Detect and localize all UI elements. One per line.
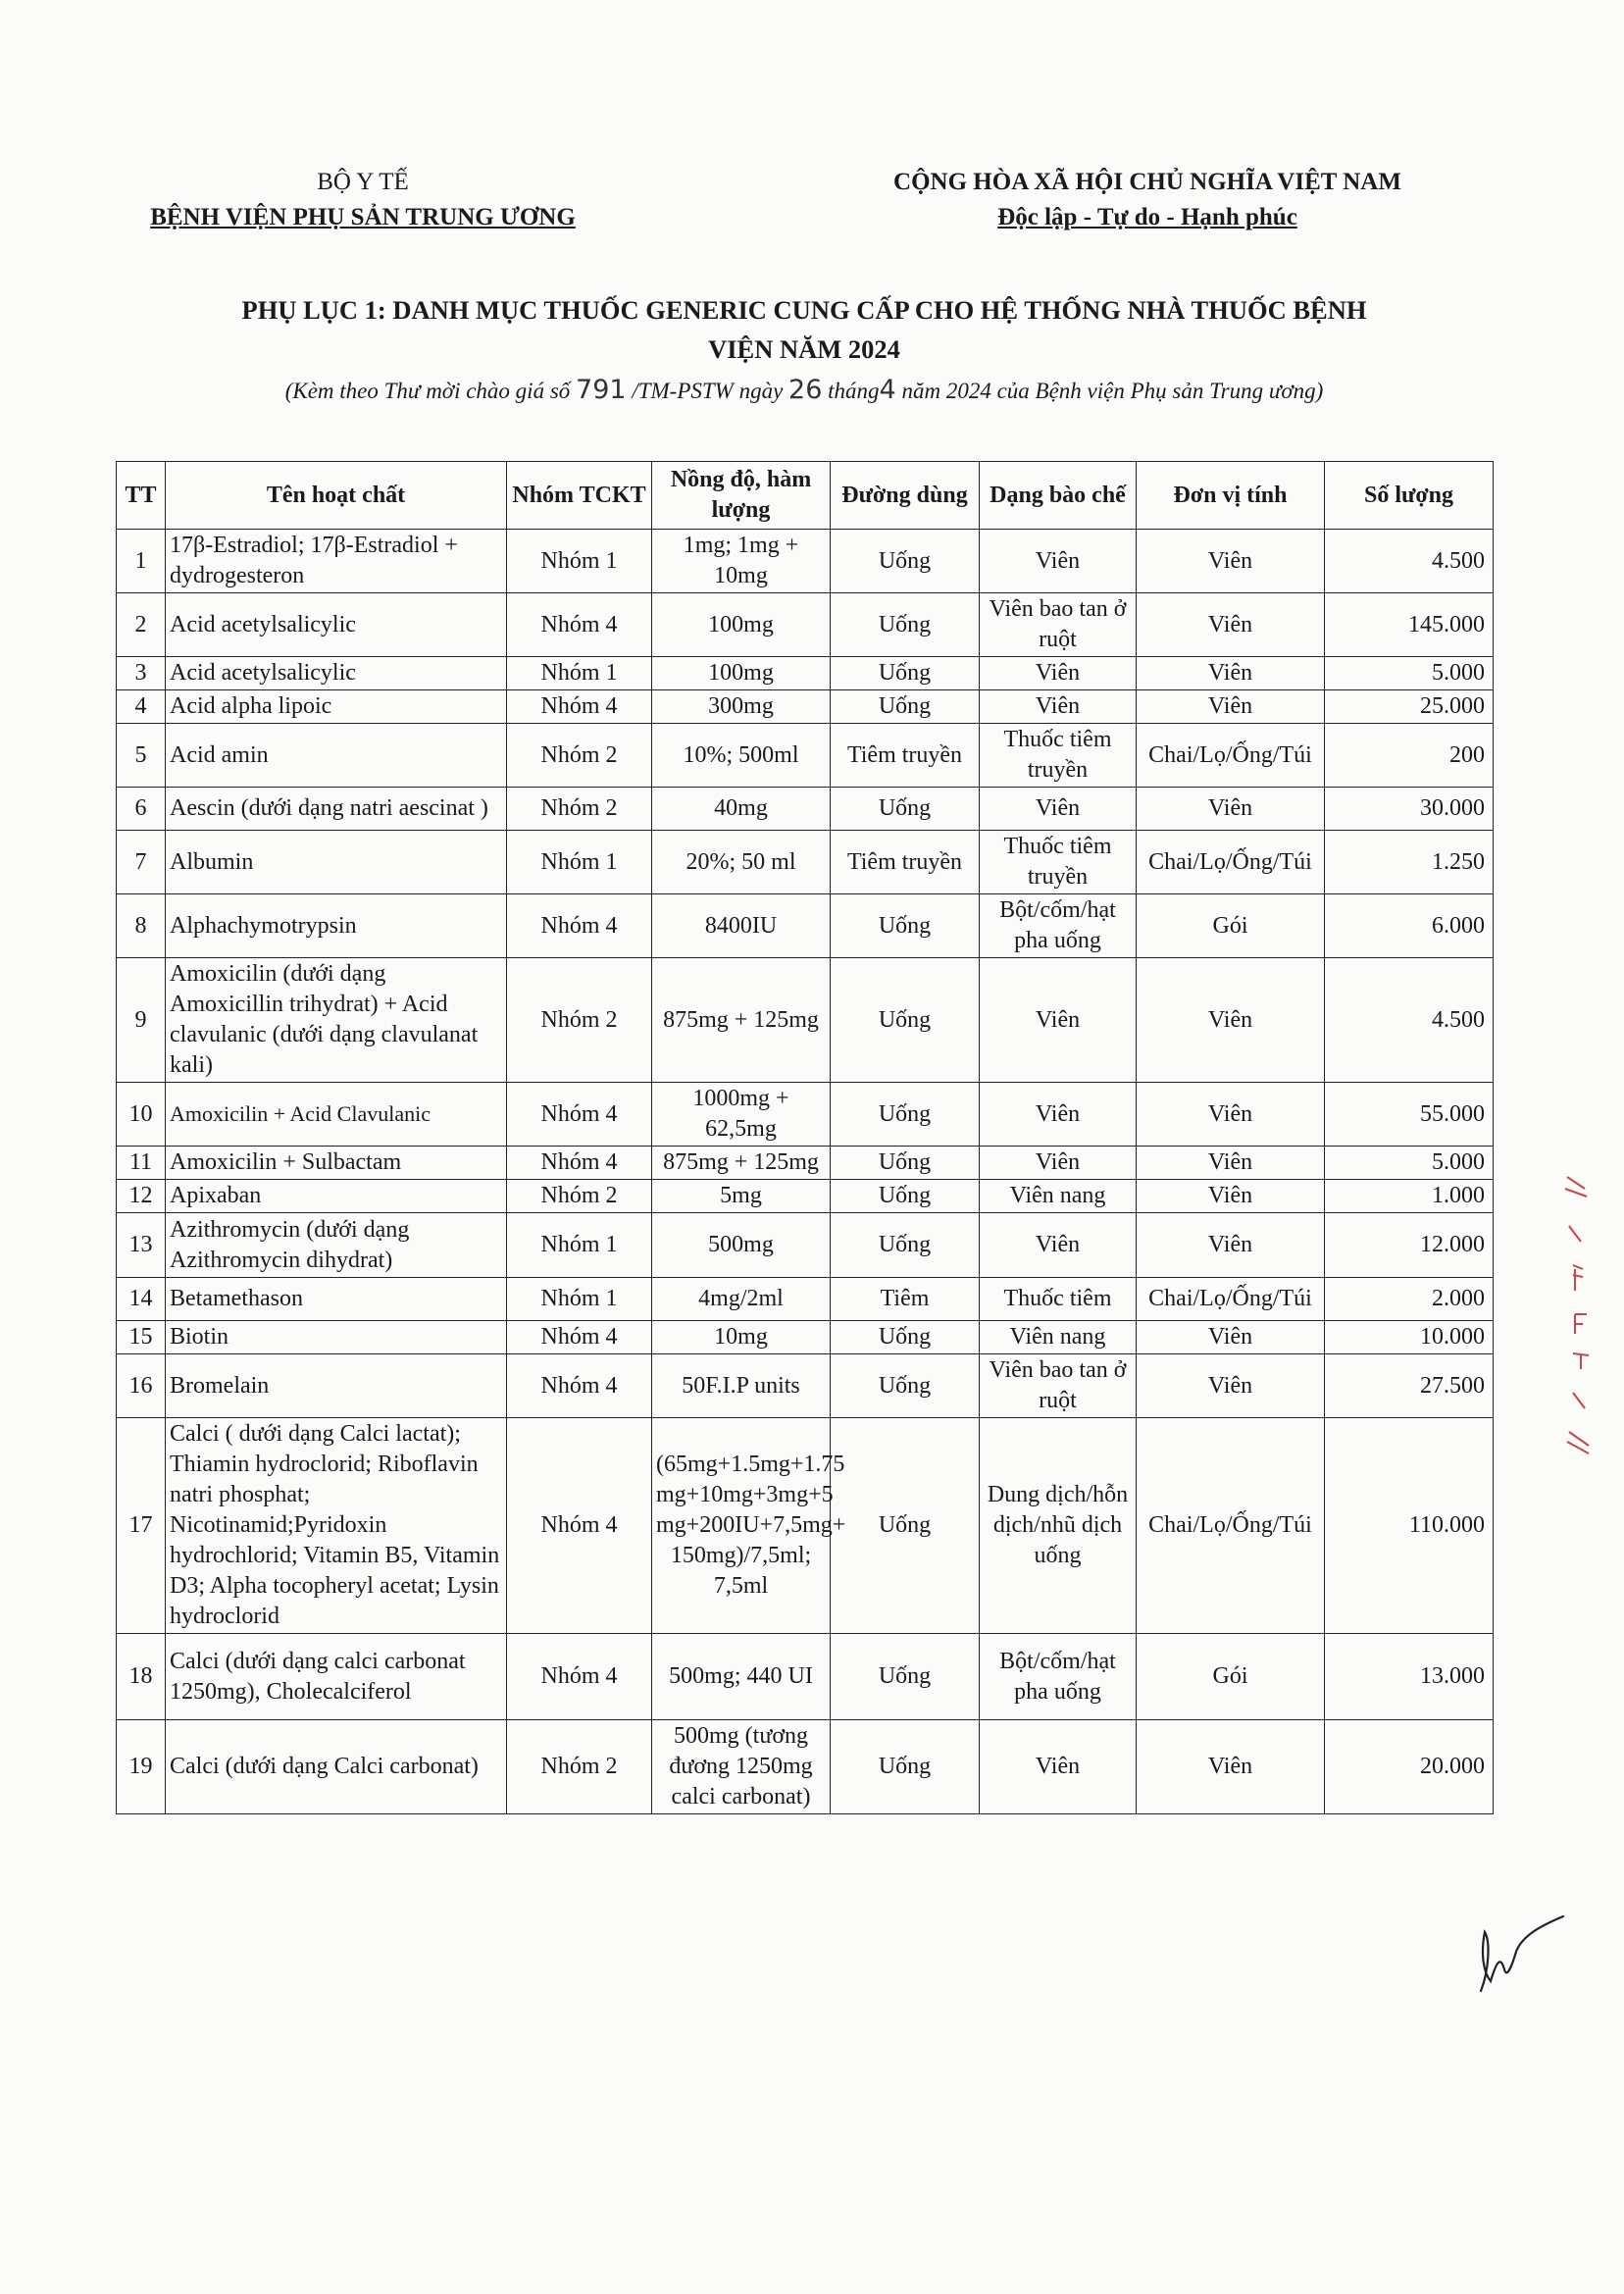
table-row — [117, 724, 1494, 788]
issuer-block — [118, 165, 608, 235]
row-group: Nhóm 4 — [507, 1083, 652, 1147]
row-tt: 11 — [117, 1147, 166, 1180]
row-route: Uống — [831, 1321, 980, 1354]
row-route: Uống — [831, 894, 980, 958]
row-qty: 30.000 — [1325, 788, 1494, 831]
row-name: Bromelain — [166, 1354, 507, 1418]
row-form: Viên — [980, 958, 1137, 1083]
row-group: Nhóm 4 — [507, 1354, 652, 1418]
table-row — [117, 1354, 1494, 1418]
hospital-name: BỆNH VIỆN PHỤ SẢN TRUNG ƯƠNG — [150, 204, 576, 230]
row-dose: 100mg — [652, 657, 831, 690]
row-route: Tiêm — [831, 1278, 980, 1321]
row-name: Betamethason — [166, 1278, 507, 1321]
row-qty: 5.000 — [1325, 657, 1494, 690]
row-route: Uống — [831, 1634, 980, 1720]
row-name: Amoxicilin + Sulbactam — [166, 1147, 507, 1180]
row-name: Amoxicilin + Acid Clavulanic — [166, 1083, 507, 1147]
row-qty: 55.000 — [1325, 1083, 1494, 1147]
table-row — [117, 788, 1494, 831]
row-tt: 8 — [117, 894, 166, 958]
row-dose: 4mg/2ml — [652, 1278, 831, 1321]
row-form: Viên — [980, 1147, 1137, 1180]
row-form: Viên — [980, 788, 1137, 831]
row-group: Nhóm 2 — [507, 958, 652, 1083]
row-unit: Chai/Lọ/Ống/Túi — [1137, 1418, 1325, 1634]
row-dose: 10mg — [652, 1321, 831, 1354]
initials-signature — [1461, 1912, 1569, 2001]
handwritten-day: 26 — [788, 375, 823, 405]
table-row — [117, 831, 1494, 894]
title-line-2: VIỆN NĂM 2024 — [708, 334, 900, 364]
row-dose: 500mg (tương đương 1250mg calci carbonat) — [652, 1720, 831, 1814]
row-name: Calci (dưới dạng Calci carbonat) — [166, 1720, 507, 1814]
row-tt: 19 — [117, 1720, 166, 1814]
row-tt: 17 — [117, 1418, 166, 1634]
row-group: Nhóm 1 — [507, 1278, 652, 1321]
row-form: Viên — [980, 530, 1137, 593]
row-route: Uống — [831, 530, 980, 593]
row-tt: 3 — [117, 657, 166, 690]
handwritten-month: 4 — [879, 375, 896, 405]
row-form: Thuốc tiêm truyền — [980, 831, 1137, 894]
row-unit: Chai/Lọ/Ống/Túi — [1137, 831, 1325, 894]
row-group: Nhóm 4 — [507, 1147, 652, 1180]
row-dose: 300mg — [652, 690, 831, 724]
row-name: Azithromycin (dưới dạng Azithromycin dihydrat) — [166, 1213, 507, 1278]
row-unit: Viên — [1137, 1321, 1325, 1354]
row-dose: 500mg — [652, 1213, 831, 1278]
row-name: Acid acetylsalicylic — [166, 593, 507, 657]
row-form: Viên bao tan ở ruột — [980, 1354, 1137, 1418]
row-form: Viên — [980, 1083, 1137, 1147]
row-route: Uống — [831, 1720, 980, 1814]
subtitle-part-3: tháng — [822, 379, 880, 403]
row-qty: 2.000 — [1325, 1278, 1494, 1321]
handwritten-number: 791 — [576, 375, 627, 405]
table-row — [117, 1213, 1494, 1278]
row-route: Uống — [831, 1354, 980, 1418]
table-row — [117, 1278, 1494, 1321]
row-group: Nhóm 1 — [507, 530, 652, 593]
row-route: Tiêm truyền — [831, 831, 980, 894]
row-tt: 16 — [117, 1354, 166, 1418]
row-name: 17β-Estradiol; 17β-Estradiol + dydrogesteron — [166, 530, 507, 593]
row-dose: (65mg+1.5mg+1.75 mg+10mg+3mg+5 mg+200IU+7,5mg+ 150mg)/7,5ml; 7,5ml — [652, 1418, 831, 1634]
row-form: Viên — [980, 1213, 1137, 1278]
col-header-tt: TT — [117, 462, 166, 530]
row-dose: 1000mg + 62,5mg — [652, 1083, 831, 1147]
row-group: Nhóm 1 — [507, 831, 652, 894]
row-unit: Chai/Lọ/Ống/Túi — [1137, 1278, 1325, 1321]
row-tt: 5 — [117, 724, 166, 788]
row-form: Bột/cốm/hạt pha uống — [980, 894, 1137, 958]
row-name: Calci ( dưới dạng Calci lactat); Thiamin hydroclorid; Riboflavin natri phosphat; Nicotinamid;Pyridoxin hydrochlorid; Vitamin B5, Vitamin D3; Alpha tocopheryl acetat; Lysin hydroclorid — [166, 1418, 507, 1634]
row-tt: 4 — [117, 690, 166, 724]
table-row — [117, 1634, 1494, 1720]
row-tt: 2 — [117, 593, 166, 657]
row-name: Acid alpha lipoic — [166, 690, 507, 724]
row-route: Uống — [831, 690, 980, 724]
table-row — [117, 894, 1494, 958]
row-qty: 6.000 — [1325, 894, 1494, 958]
row-form: Viên — [980, 1720, 1137, 1814]
col-header-route: Đường dùng — [831, 462, 980, 530]
row-group: Nhóm 2 — [507, 788, 652, 831]
row-dose: 875mg + 125mg — [652, 958, 831, 1083]
row-tt: 6 — [117, 788, 166, 831]
table-row — [117, 530, 1494, 593]
row-tt: 9 — [117, 958, 166, 1083]
row-name: Acid acetylsalicylic — [166, 657, 507, 690]
row-form: Viên — [980, 690, 1137, 724]
row-qty: 12.000 — [1325, 1213, 1494, 1278]
row-qty: 13.000 — [1325, 1634, 1494, 1720]
row-qty: 20.000 — [1325, 1720, 1494, 1814]
table-row — [117, 690, 1494, 724]
row-name: Apixaban — [166, 1180, 507, 1213]
row-unit: Viên — [1137, 690, 1325, 724]
row-route: Uống — [831, 788, 980, 831]
table-header-row — [117, 462, 1494, 530]
row-form: Thuốc tiêm — [980, 1278, 1137, 1321]
document-subtitle — [118, 375, 1491, 405]
row-name: Calci (dưới dạng calci carbonat 1250mg), Cholecalciferol — [166, 1634, 507, 1720]
row-qty: 25.000 — [1325, 690, 1494, 724]
title-line-1: PHỤ LỤC 1: DANH MỤC THUỐC GENERIC CUNG CẤP CHO HỆ THỐNG NHÀ THUỐC BỆNH — [241, 295, 1367, 325]
row-dose: 5mg — [652, 1180, 831, 1213]
row-group: Nhóm 4 — [507, 1634, 652, 1720]
row-unit: Viên — [1137, 1720, 1325, 1814]
table-row — [117, 657, 1494, 690]
row-unit: Viên — [1137, 788, 1325, 831]
subtitle-part-4: năm 2024 của Bệnh viện Phụ sản Trung ương) — [895, 379, 1324, 403]
row-route: Uống — [831, 657, 980, 690]
row-dose: 1mg; 1mg + 10mg — [652, 530, 831, 593]
row-route: Uống — [831, 1180, 980, 1213]
row-name: Biotin — [166, 1321, 507, 1354]
row-route: Uống — [831, 1213, 980, 1278]
national-motto-block — [843, 165, 1451, 235]
row-form: Thuốc tiêm truyền — [980, 724, 1137, 788]
row-dose: 875mg + 125mg — [652, 1147, 831, 1180]
row-qty: 145.000 — [1325, 593, 1494, 657]
row-name: Acid amin — [166, 724, 507, 788]
row-unit: Viên — [1137, 1083, 1325, 1147]
row-tt: 7 — [117, 831, 166, 894]
row-unit: Viên — [1137, 593, 1325, 657]
row-dose: 20%; 50 ml — [652, 831, 831, 894]
row-group: Nhóm 4 — [507, 1321, 652, 1354]
row-tt: 14 — [117, 1278, 166, 1321]
row-group: Nhóm 1 — [507, 657, 652, 690]
col-header-dose: Nồng độ, hàm lượng — [652, 462, 831, 530]
row-qty: 4.500 — [1325, 958, 1494, 1083]
row-dose: 100mg — [652, 593, 831, 657]
subtitle-part-2: /TM-PSTW ngày — [626, 379, 789, 403]
country-name: CỘNG HÒA XÃ HỘI CHỦ NGHĨA VIỆT NAM — [893, 169, 1401, 195]
row-group: Nhóm 4 — [507, 1418, 652, 1634]
row-tt: 13 — [117, 1213, 166, 1278]
row-unit: Gói — [1137, 1634, 1325, 1720]
row-unit: Viên — [1137, 1213, 1325, 1278]
row-tt: 1 — [117, 530, 166, 593]
row-route: Uống — [831, 958, 980, 1083]
row-name: Amoxicilin (dưới dạng Amoxicillin trihydrat) + Acid clavulanic (dưới dạng clavulanat kali) — [166, 958, 507, 1083]
row-qty: 1.000 — [1325, 1180, 1494, 1213]
document-title — [118, 290, 1491, 369]
subtitle-part-1: (Kèm theo Thư mời chào giá số — [284, 379, 577, 403]
row-group: Nhóm 4 — [507, 690, 652, 724]
row-tt: 10 — [117, 1083, 166, 1147]
drug-list-table — [116, 461, 1494, 1814]
row-group: Nhóm 2 — [507, 1720, 652, 1814]
col-header-form: Dạng bào chế — [980, 462, 1137, 530]
ministry-name: BỘ Y TẾ — [317, 169, 409, 195]
row-qty: 5.000 — [1325, 1147, 1494, 1180]
row-unit: Viên — [1137, 657, 1325, 690]
table-row — [117, 1180, 1494, 1213]
row-form: Viên nang — [980, 1321, 1137, 1354]
margin-handwriting-marks — [1559, 1167, 1599, 1461]
row-dose: 10%; 500ml — [652, 724, 831, 788]
row-qty: 27.500 — [1325, 1354, 1494, 1418]
row-name: Alphachymotrypsin — [166, 894, 507, 958]
motto: Độc lập - Tự do - Hạnh phúc — [997, 204, 1297, 230]
row-route: Uống — [831, 593, 980, 657]
col-header-name: Tên hoạt chất — [166, 462, 507, 530]
table-row — [117, 1083, 1494, 1147]
row-route: Uống — [831, 1147, 980, 1180]
row-group: Nhóm 2 — [507, 1180, 652, 1213]
row-route: Uống — [831, 1418, 980, 1634]
row-group: Nhóm 4 — [507, 894, 652, 958]
row-form: Viên bao tan ở ruột — [980, 593, 1137, 657]
row-group: Nhóm 2 — [507, 724, 652, 788]
row-dose: 40mg — [652, 788, 831, 831]
row-tt: 12 — [117, 1180, 166, 1213]
row-dose: 50F.I.P units — [652, 1354, 831, 1418]
row-name: Albumin — [166, 831, 507, 894]
row-form: Viên nang — [980, 1180, 1137, 1213]
table-row — [117, 1720, 1494, 1814]
row-qty: 1.250 — [1325, 831, 1494, 894]
row-dose: 8400IU — [652, 894, 831, 958]
row-form: Bột/cốm/hạt pha uống — [980, 1634, 1137, 1720]
row-unit: Viên — [1137, 1354, 1325, 1418]
row-group: Nhóm 1 — [507, 1213, 652, 1278]
row-tt: 15 — [117, 1321, 166, 1354]
col-header-unit: Đơn vị tính — [1137, 462, 1325, 530]
row-group: Nhóm 4 — [507, 593, 652, 657]
row-unit: Viên — [1137, 1147, 1325, 1180]
col-header-qty: Số lượng — [1325, 462, 1494, 530]
row-qty: 4.500 — [1325, 530, 1494, 593]
row-qty: 200 — [1325, 724, 1494, 788]
row-route: Tiêm truyền — [831, 724, 980, 788]
table-row — [117, 1418, 1494, 1634]
row-unit: Chai/Lọ/Ống/Túi — [1137, 724, 1325, 788]
row-qty: 10.000 — [1325, 1321, 1494, 1354]
row-route: Uống — [831, 1083, 980, 1147]
table-row — [117, 1321, 1494, 1354]
row-name: Aescin (dưới dạng natri aescinat ) — [166, 788, 507, 831]
col-header-group: Nhóm TCKT — [507, 462, 652, 530]
row-unit: Gói — [1137, 894, 1325, 958]
row-unit: Viên — [1137, 958, 1325, 1083]
table-row — [117, 593, 1494, 657]
row-qty: 110.000 — [1325, 1418, 1494, 1634]
row-form: Dung dịch/hỗn dịch/nhũ dịch uống — [980, 1418, 1137, 1634]
row-form: Viên — [980, 657, 1137, 690]
table-row — [117, 958, 1494, 1083]
row-unit: Viên — [1137, 530, 1325, 593]
row-unit: Viên — [1137, 1180, 1325, 1213]
table-row — [117, 1147, 1494, 1180]
row-tt: 18 — [117, 1634, 166, 1720]
row-dose: 500mg; 440 UI — [652, 1634, 831, 1720]
